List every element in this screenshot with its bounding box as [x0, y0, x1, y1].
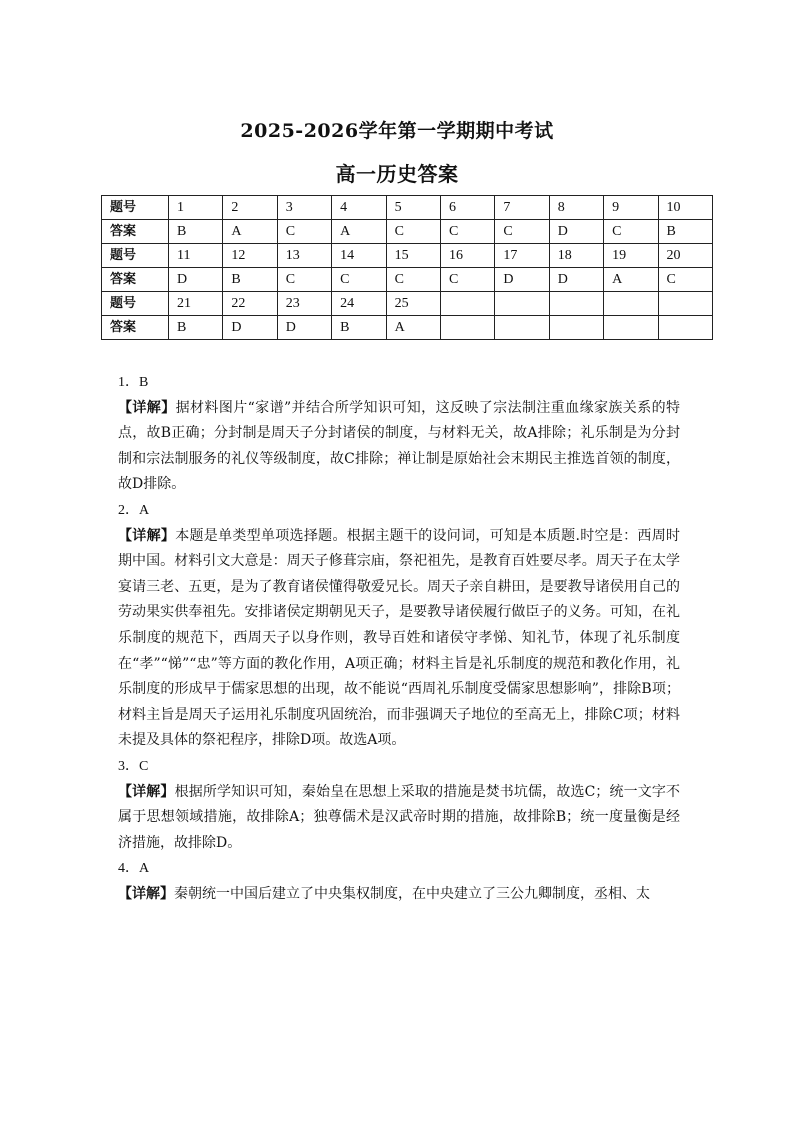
explanation-text — [118, 882, 680, 908]
table-cell: 2 — [223, 196, 277, 220]
table-cell: C — [386, 268, 440, 292]
table-cell: 23 — [277, 292, 331, 316]
table-cell: 13 — [277, 244, 331, 268]
question-number: 4．A — [118, 861, 150, 877]
table-cell: D — [549, 220, 603, 244]
table-cell: 24 — [332, 292, 386, 316]
table-cell: 6 — [440, 196, 494, 220]
row-label: 答案 — [102, 316, 169, 340]
answer-table-row — [102, 196, 713, 220]
explanation-body: 秦朝统一中国后建立了中央集权制度，在中央建立了三公九卿制度，丞相、太 — [174, 885, 650, 902]
page-title: 2025-2026学年第一学期期中考试 — [240, 120, 554, 142]
table-cell: B — [658, 220, 712, 244]
answer-table — [101, 195, 713, 340]
table-cell: 4 — [332, 196, 386, 220]
table-cell — [658, 292, 712, 316]
table-cell: 9 — [604, 196, 658, 220]
table-cell: C — [277, 220, 331, 244]
table-cell: C — [495, 220, 549, 244]
explanation-body: 根据所学知识可知，秦始皇在思想上采取的措施是焚书坑儒，故选C；统一文字不属于思想领域措施，故排除A；独尊儒术是汉武帝时期的措施，故排除B；统一度量衡是经济措施，故排除D。 — [118, 783, 680, 851]
answer-table-row — [102, 316, 713, 340]
table-cell: 12 — [223, 244, 277, 268]
table-cell: C — [332, 268, 386, 292]
table-cell: D — [223, 316, 277, 340]
page-subtitle: 高一历史答案 — [335, 162, 459, 186]
explanation-item — [118, 498, 680, 754]
table-cell: C — [277, 268, 331, 292]
table-cell: 15 — [386, 244, 440, 268]
table-cell: 7 — [495, 196, 549, 220]
table-cell: 10 — [658, 196, 712, 220]
table-cell: 18 — [549, 244, 603, 268]
explanation-item — [118, 370, 680, 498]
table-cell: D — [169, 268, 223, 292]
row-label: 题号 — [102, 196, 169, 220]
table-cell: 8 — [549, 196, 603, 220]
answer-table-row — [102, 244, 713, 268]
table-cell: A — [604, 268, 658, 292]
table-cell: C — [386, 220, 440, 244]
row-label: 题号 — [102, 244, 169, 268]
table-cell: 22 — [223, 292, 277, 316]
question-number: 2．A — [118, 502, 150, 518]
explanation-body: 本题是单类型单项选择题。根据主题干的设问词，可知是本质题.时空是：西周时期中国。材料引文大意是：周天子修葺宗庙，祭祀祖先，是教育百姓要尽孝。周天子在太学宴请三老、五更，是为了教育诸侯懂得敬爱兄长。周天子亲自耕田，是要教导诸侯用自己的劳动果实供奉祖先。安排诸侯定期朝见天子，是要教导诸侯履行做臣子的义务。可知，在礼乐制度的规范下，西周天子以身作则，教导百姓和诸侯守孝悌、知礼节，体现了礼乐制度在“孝”“悌”“忠”等方面的教化作用，A项正确；材料主旨是礼乐制度的规范和教化作用，礼乐制度的形成早于儒家思想的出现，故不能说“西周礼乐制度受儒家思想影响”，排除B项；材料主旨是周天子运用礼乐制度巩固统治，而非强调天子地位的至高无上，排除C项；材料未提及具体的祭祀程序，排除D项。故选A项。 — [118, 527, 680, 749]
explanation-text — [118, 396, 680, 498]
table-cell: C — [658, 268, 712, 292]
table-cell: 3 — [277, 196, 331, 220]
table-cell: A — [386, 316, 440, 340]
row-label: 答案 — [102, 220, 169, 244]
row-label: 答案 — [102, 268, 169, 292]
table-cell: 19 — [604, 244, 658, 268]
table-cell — [604, 292, 658, 316]
explanations — [118, 370, 680, 907]
detail-tag: 【详解】 — [118, 399, 176, 416]
table-cell — [658, 316, 712, 340]
question-number: 3．C — [118, 758, 149, 774]
table-cell — [440, 292, 494, 316]
detail-tag: 【详解】 — [118, 783, 175, 800]
table-cell — [495, 292, 549, 316]
table-cell: C — [440, 268, 494, 292]
table-cell: 11 — [169, 244, 223, 268]
table-cell — [495, 316, 549, 340]
table-cell — [549, 316, 603, 340]
explanation-text — [118, 524, 680, 754]
explanation-item — [118, 856, 680, 907]
table-cell: 16 — [440, 244, 494, 268]
table-cell: 14 — [332, 244, 386, 268]
table-cell: D — [495, 268, 549, 292]
table-cell: 25 — [386, 292, 440, 316]
answer-table-row — [102, 292, 713, 316]
explanation-text — [118, 780, 680, 857]
table-cell: A — [223, 220, 277, 244]
explanation-body: 据材料图片“家谱”并结合所学知识可知，这反映了宗法制注重血缘家族关系的特点，故B正确；分封制是周天子分封诸侯的制度，与材料无关，故A排除；礼乐制是为分封制和宗法制服务的礼仪等级制度，故C排除；禅让制是原始社会末期民主推选首领的制度，故D排除。 — [118, 399, 681, 493]
table-cell: B — [332, 316, 386, 340]
table-cell: B — [169, 220, 223, 244]
table-cell: B — [223, 268, 277, 292]
table-cell — [549, 292, 603, 316]
answer-table-row — [102, 220, 713, 244]
explanation-item — [118, 754, 680, 856]
answer-table-row — [102, 268, 713, 292]
table-cell: 1 — [169, 196, 223, 220]
table-cell: 5 — [386, 196, 440, 220]
table-cell — [604, 316, 658, 340]
table-cell: 21 — [169, 292, 223, 316]
table-cell — [440, 316, 494, 340]
table-cell: A — [332, 220, 386, 244]
detail-tag: 【详解】 — [118, 527, 176, 544]
table-cell: C — [440, 220, 494, 244]
table-cell: B — [169, 316, 223, 340]
table-cell: 20 — [658, 244, 712, 268]
table-cell: D — [549, 268, 603, 292]
table-cell: 17 — [495, 244, 549, 268]
detail-tag: 【详解】 — [118, 885, 174, 902]
table-cell: D — [277, 316, 331, 340]
row-label: 题号 — [102, 292, 169, 316]
table-cell: C — [604, 220, 658, 244]
question-number: 1．B — [118, 375, 149, 390]
